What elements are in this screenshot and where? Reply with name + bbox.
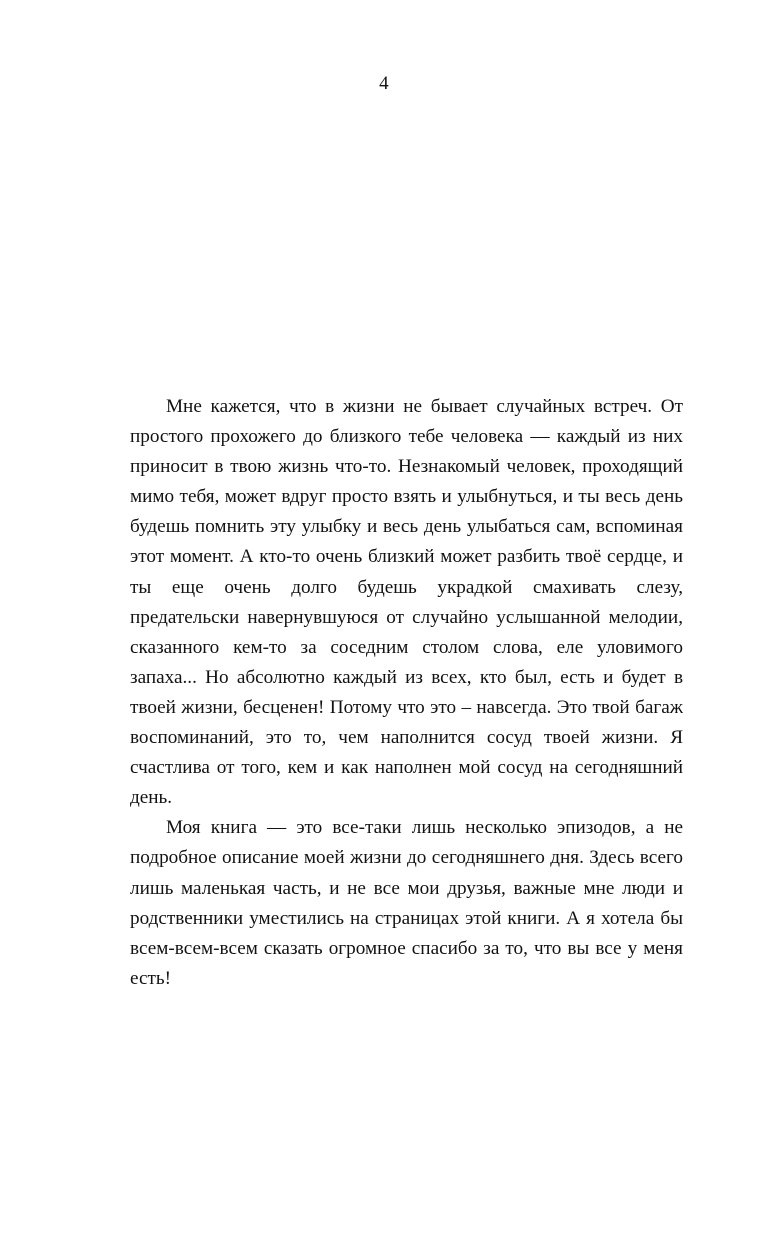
page-text-block (130, 392, 683, 994)
body-paragraph: Мне кажется, что в жизни не бывает случайных встреч. От простого прохожего до близкого тебе человека — каждый из них приносит в твою жизнь что-то. Незнакомый человек, проходящий мимо тебя, может вдруг просто взять и улыбнуться, и ты весь день будешь помнить эту улыбку и весь день улыбаться сам, вспоминая этот момент. А кто-то очень близкий может разбить твоё сердце, и ты еще очень долго будешь украдкой смахивать слезу, предательски навернувшуюся от случайно услышанной мелодии, сказанного кем-то за соседним столом слова, еле уловимого запаха... Но абсолютно каждый из всех, кто был, есть и будет в твоей жизни, бесценен! Потому что это – навсегда. Это твой багаж воспоминаний, это то, чем наполнится сосуд твоей жизни. Я счастлива от того, кем и как наполнен мой сосуд на сегодняшний день. (130, 396, 683, 809)
page-number: 4 (379, 73, 389, 94)
body-paragraph: Моя книга — это все-таки лишь несколько эпизодов, а не подробное описание моей жизни до сегодняшнего дня. Здесь всего лишь маленькая часть, и не все мои друзья, важные мне люди и родственники уместились на страницах этой книги. А я хотела бы всем-всем-всем сказать огромное спасибо за то, что вы все у меня есть! (130, 817, 683, 989)
